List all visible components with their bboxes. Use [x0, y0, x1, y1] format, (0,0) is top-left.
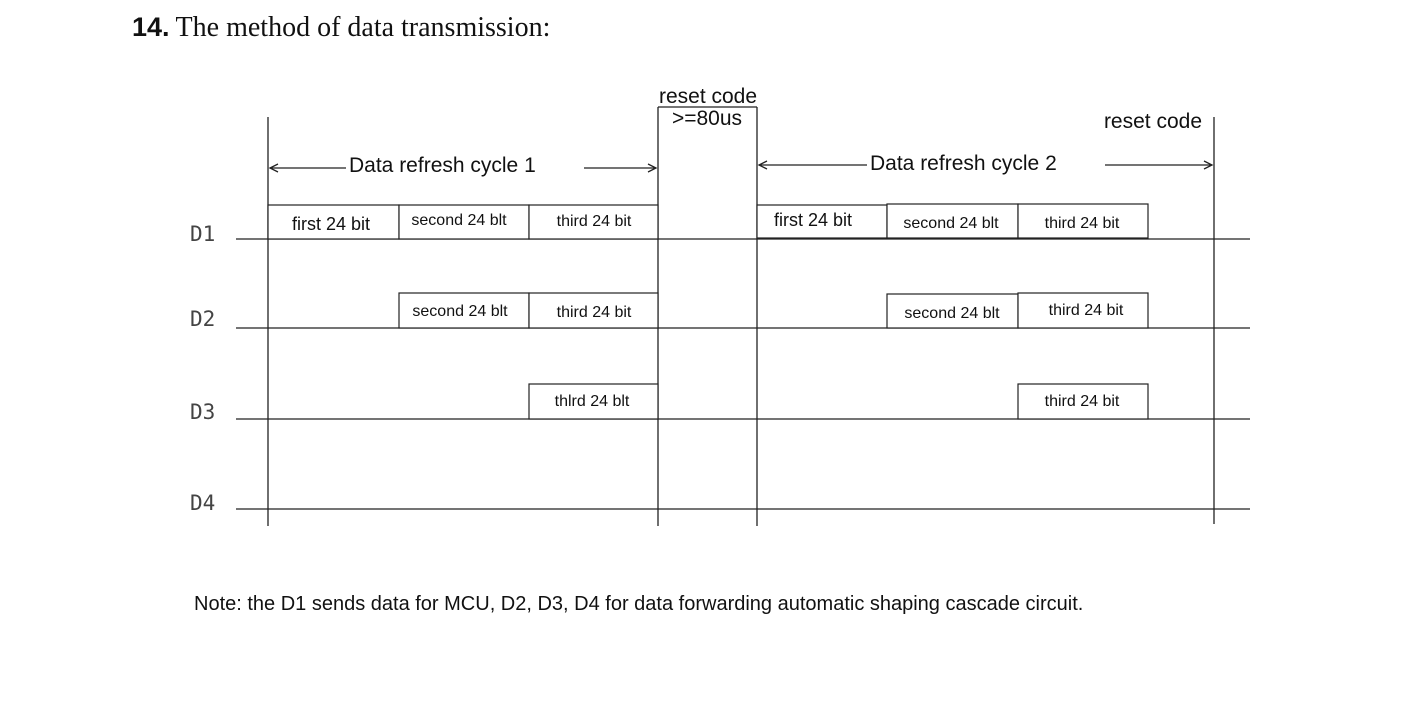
cycle1-d1-third-label: third 24 bit [556, 213, 632, 230]
line-label-d4: D4 [190, 491, 216, 515]
cycle1-d2-second-label: second 24 blt [412, 303, 508, 320]
cycle1-label: Data refresh cycle 1 [349, 154, 536, 177]
line-label-d2: D2 [190, 307, 216, 331]
cycle2-d1-third-label: third 24 bit [1044, 215, 1120, 232]
section-number: 14. [132, 12, 170, 42]
cycle1-d3-third-label: thlrd 24 blt [554, 393, 630, 410]
cycle2-label: Data refresh cycle 2 [870, 152, 1057, 175]
reset-duration-label: >=80us [671, 107, 743, 130]
line-label-d3: D3 [190, 400, 216, 424]
cycle2-d2-third-label: third 24 bit [1048, 302, 1124, 319]
footnote: Note: the D1 sends data for MCU, D2, D3, D4 for data forwarding automatic shaping cascade circuit. [194, 593, 1084, 615]
reset-code-label-2: reset code [1103, 110, 1202, 133]
line-label-d1: D1 [190, 222, 216, 246]
section-title: The method of data transmission: [175, 12, 551, 43]
cycle2-d3-third-label: third 24 bit [1044, 393, 1120, 410]
cycle1-d1-second-label: second 24 blt [411, 212, 507, 229]
reset-code-label-1: reset code [658, 85, 758, 108]
cycle2-d1-second-label: second 24 blt [903, 215, 999, 232]
cycle1-d2-third-label: third 24 bit [556, 304, 632, 321]
cycle1-d1-first-label: first 24 bit [291, 214, 371, 234]
cycle2-d2-second-label: second 24 blt [904, 305, 1000, 322]
cycle2-d1-first-label: first 24 bit [773, 210, 853, 230]
